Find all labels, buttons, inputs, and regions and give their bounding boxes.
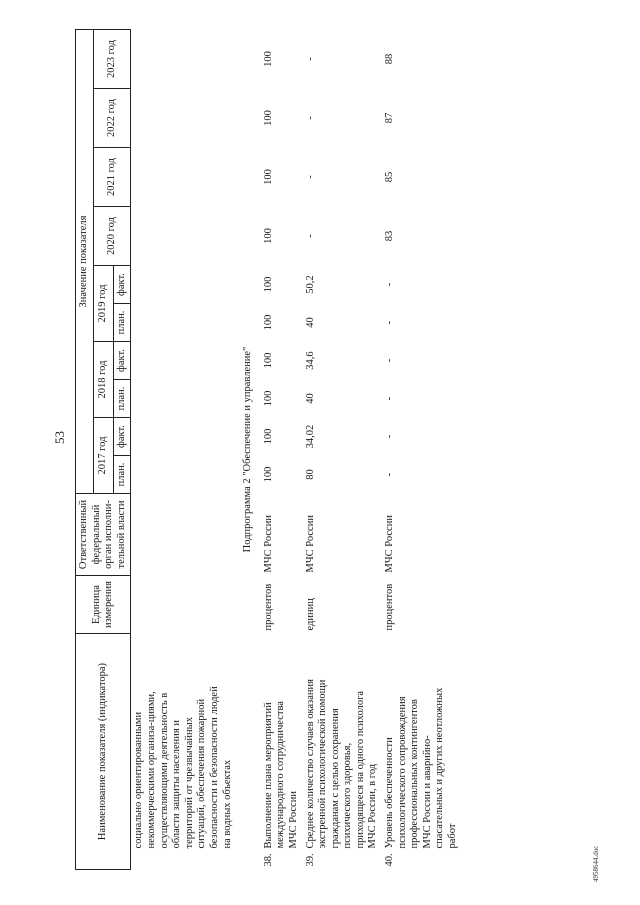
table-row xyxy=(303,29,383,869)
header-plan: план. xyxy=(113,380,131,418)
subprogram-title: Подпрограмма 2 "Обеспечение и управление" xyxy=(242,346,254,553)
rotated-table-container xyxy=(75,30,585,870)
table-row xyxy=(382,29,462,869)
cell-2020: - xyxy=(304,234,316,238)
document-code: 4958644.doc xyxy=(592,845,600,882)
cell-2018-fact: 34,6 xyxy=(304,351,316,370)
cell-2019-fact: - xyxy=(384,282,396,287)
row-name: Среднее количество случаев оказания экстренной психологической помощи гражданам с целью сохранения психического здоровья, приходящееся на одного психолога МЧС России, в год xyxy=(304,679,379,849)
row-name: Уровень обеспеченности психологического сопровождения профессиональных контингентов МЧС России и аварийно-спасательных и других неотложных работ xyxy=(384,687,459,849)
cell-2018-plan: - xyxy=(384,396,396,401)
cell-2019-fact: 50,2 xyxy=(304,275,316,294)
header-plan: план. xyxy=(113,304,131,342)
cell-2020: 100 xyxy=(262,228,274,244)
header-fact: факт. xyxy=(113,342,131,380)
cell-2019-plan: - xyxy=(384,320,396,325)
cell-2017-plan: 100 xyxy=(262,466,274,483)
header-year-2021: 2021 год xyxy=(93,148,131,207)
row-org: МЧС России xyxy=(262,515,274,573)
cell-2017-fact: 100 xyxy=(262,428,274,445)
cell-2017-plan: - xyxy=(384,472,396,477)
row-org: МЧС России xyxy=(304,515,316,573)
header-year-2020: 2020 год xyxy=(93,207,131,266)
row-number: 40. xyxy=(384,853,396,867)
cell-2017-fact: 34,02 xyxy=(304,424,316,449)
cell-2022: 100 xyxy=(262,110,274,126)
row-org: МЧС России xyxy=(384,515,396,573)
page-number: 53 xyxy=(52,431,67,444)
cell-2021: - xyxy=(304,175,316,179)
cell-2019-fact: 100 xyxy=(262,276,274,293)
row-number: 38. xyxy=(262,853,274,867)
header-plan: план. xyxy=(113,456,131,494)
row-number: 39. xyxy=(304,853,316,867)
cell-2018-fact: 100 xyxy=(262,352,274,369)
cell-2019-plan: 100 xyxy=(262,314,274,331)
cell-2019-plan: 40 xyxy=(304,317,316,328)
cell-2020: 83 xyxy=(384,230,396,242)
row-unit: процентов xyxy=(262,583,274,631)
cell-2018-plan: 40 xyxy=(304,393,316,404)
table-row xyxy=(261,29,303,869)
header-year-2022: 2022 год xyxy=(93,89,131,148)
header-fact: факт. xyxy=(113,418,131,456)
row-name: Выполнение плана мероприятий международного сотрудничества МЧС России xyxy=(262,701,299,849)
indicator-table xyxy=(75,29,462,870)
cell-2021: 100 xyxy=(262,169,274,185)
cell-2018-plan: 100 xyxy=(262,390,274,407)
row-unit: процентов xyxy=(384,583,396,631)
header-year-2019: 2019 год xyxy=(93,266,113,342)
header-org: Ответственный федеральный орган исполни-тельной власти xyxy=(76,494,131,576)
header-value-group: Значение показателя xyxy=(76,29,94,493)
cell-2022: - xyxy=(304,116,316,120)
cell-2018-fact: - xyxy=(384,358,396,363)
header-unit: Единица измерения xyxy=(76,576,131,634)
cell-2023: 88 xyxy=(384,53,396,65)
header-year-2017: 2017 год xyxy=(93,418,113,494)
cell-2023: - xyxy=(304,57,316,61)
cell-2017-plan: 80 xyxy=(304,469,316,480)
header-year-2018: 2018 год xyxy=(93,342,113,418)
subprogram-row xyxy=(236,29,261,869)
header-year-2023: 2023 год xyxy=(93,29,131,88)
header-fact: факт. xyxy=(113,266,131,304)
cell-2017-fact: - xyxy=(384,434,396,439)
cell-2021: 85 xyxy=(384,171,396,183)
cell-2022: 87 xyxy=(384,112,396,124)
table-row-continuation xyxy=(131,29,236,869)
row-unit: единиц xyxy=(304,598,316,631)
header-name: Наименование показателя (индикатора) xyxy=(76,634,131,870)
continuation-text: социально ориентированными некоммерческими организа-циями, осуществляющими деятельность в области защиты населения и территорий от чрезвычайных ситуаций, обеспечения пожарной безопасности и безопасности людей на водных объектах xyxy=(133,686,233,849)
cell-2023: 100 xyxy=(262,51,274,67)
